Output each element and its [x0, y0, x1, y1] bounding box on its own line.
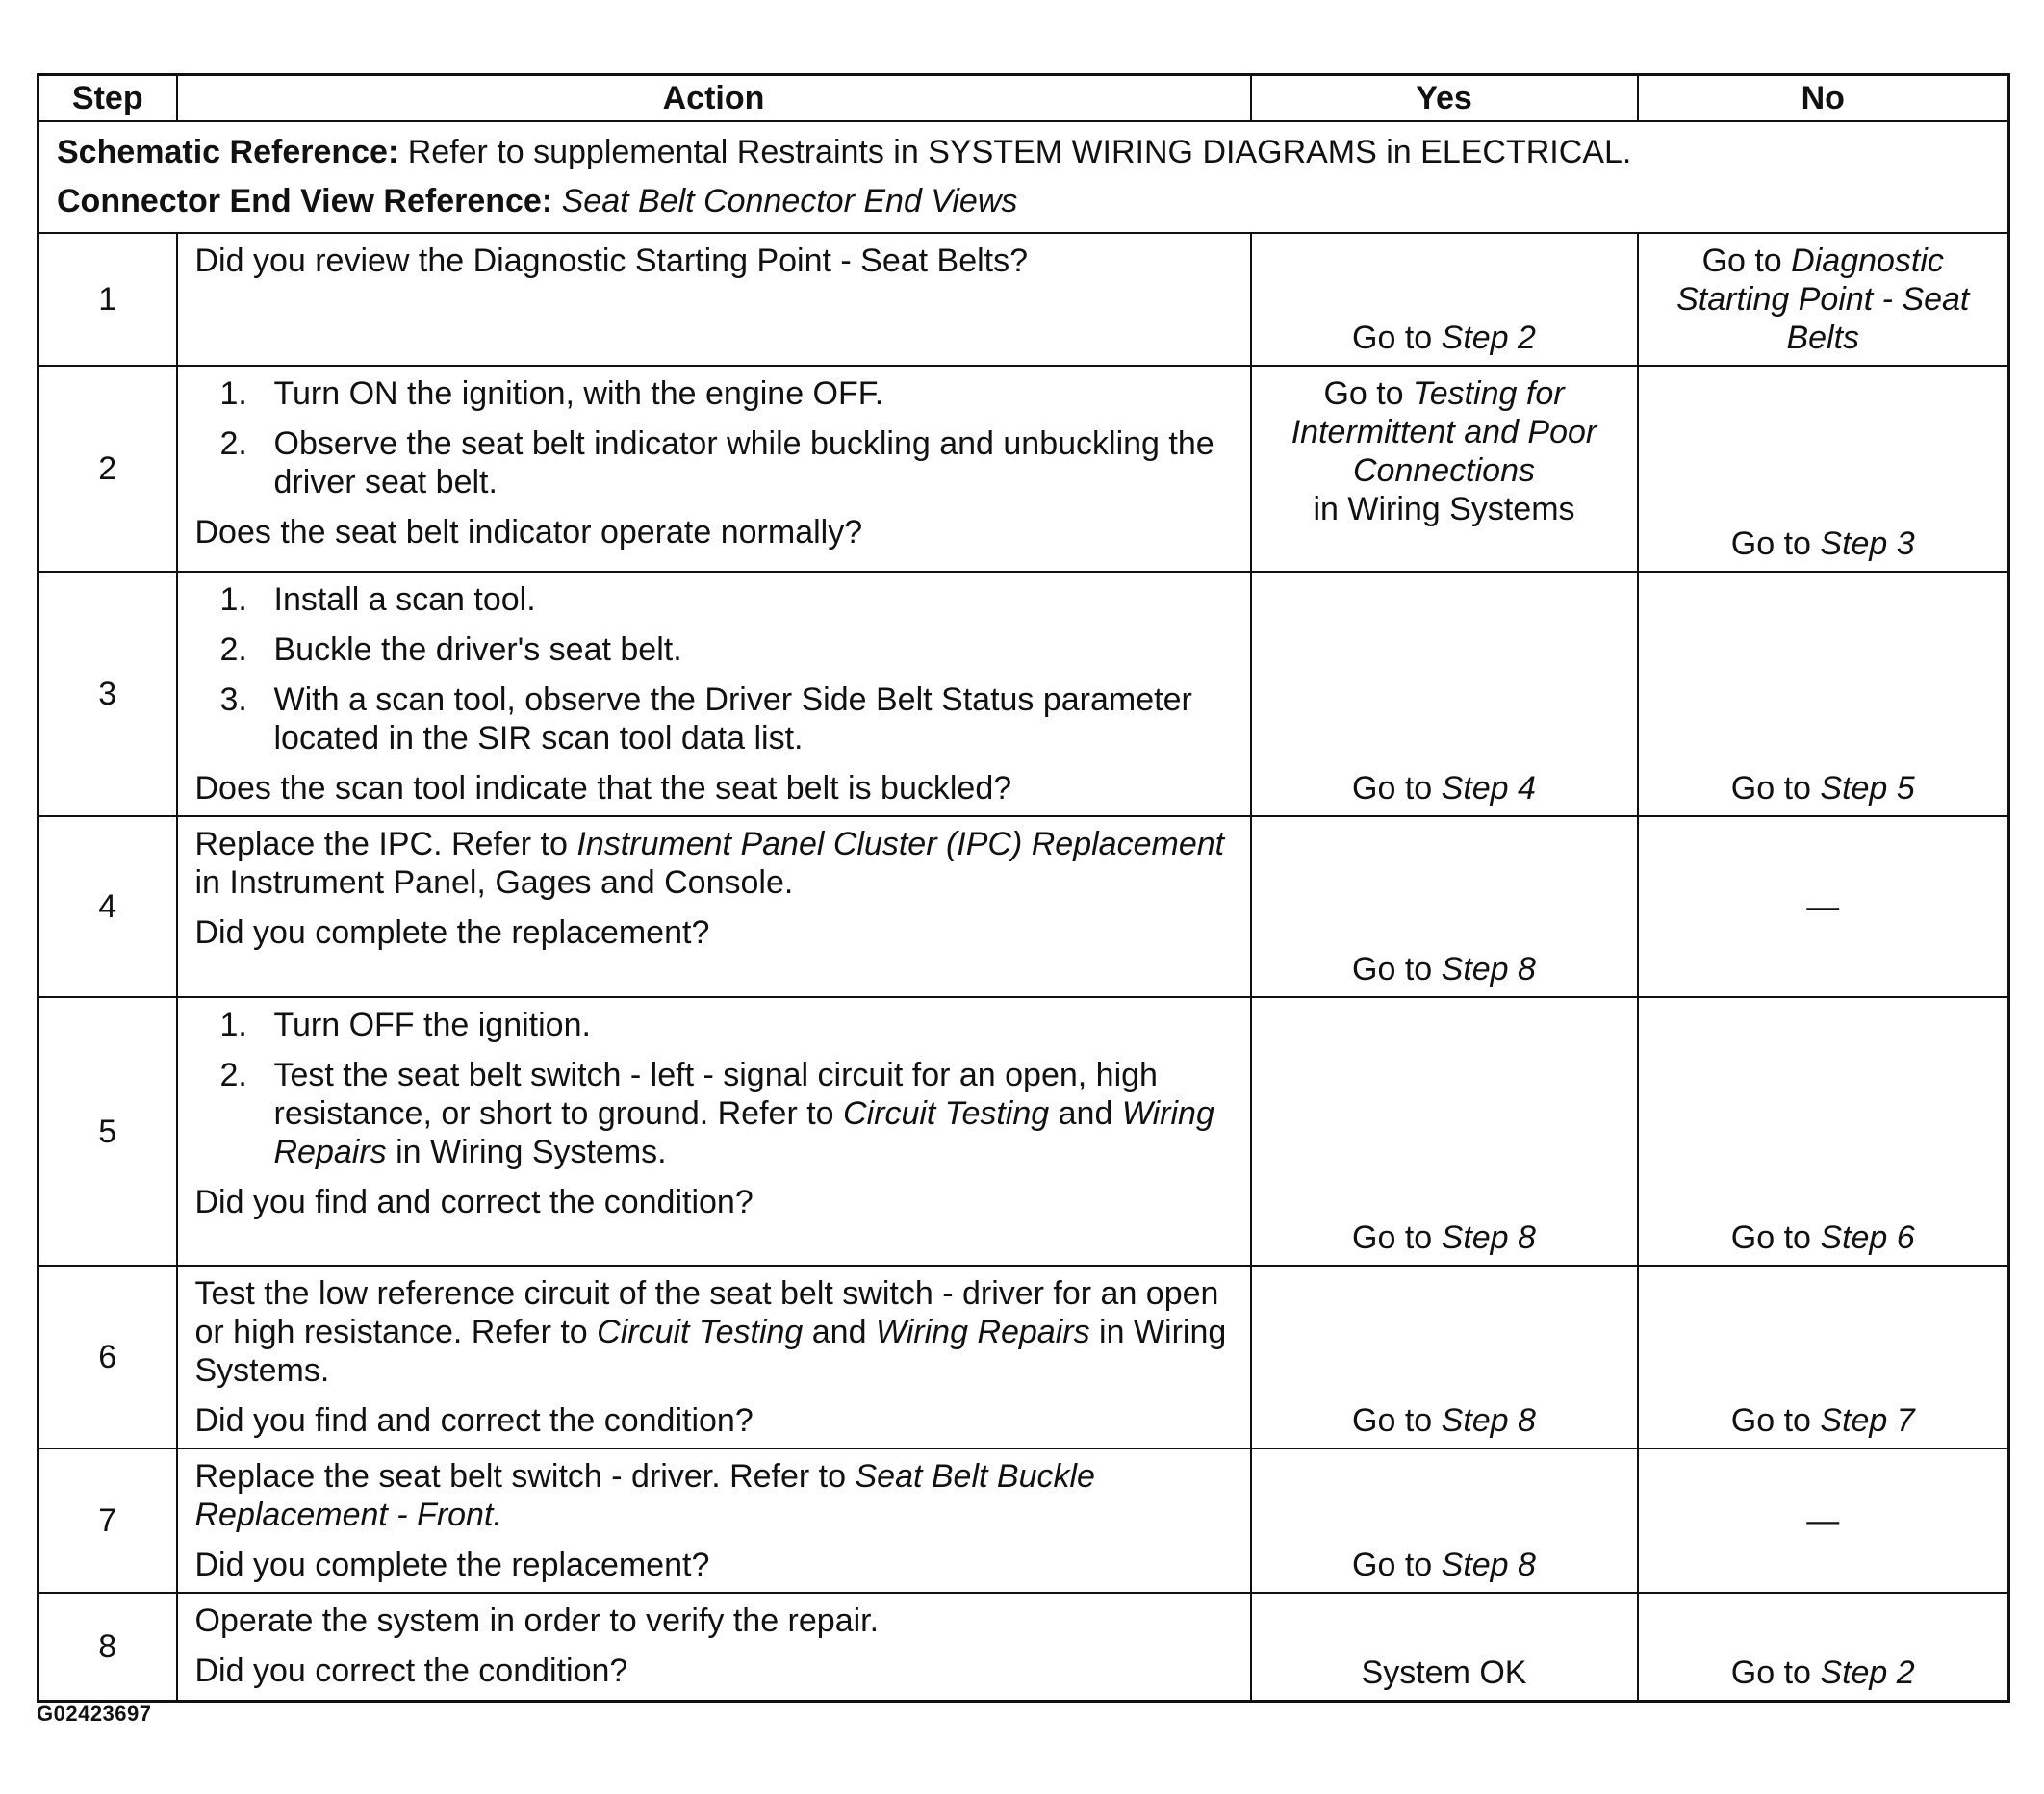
no-link[interactable]: Step 5 — [1820, 770, 1915, 807]
step-yes — [1251, 1448, 1638, 1593]
no-prefix: Go to — [1730, 1402, 1821, 1439]
step-instruction: Test the low reference circuit of the seat belt switch - driver for an open or high resistance. Refer to Circuit Testing and Wiring Repairs in Wiring Systems. — [194, 1275, 1227, 1389]
step-action — [177, 572, 1251, 816]
step-yes — [1251, 572, 1638, 816]
header-step: Step — [38, 75, 177, 122]
yes-prefix: Go to — [1352, 320, 1442, 356]
step-action — [177, 366, 1251, 572]
list-item: 3. With a scan tool, observe the Driver Side Belt Status parameter located in the SIR scan tool data list. — [219, 681, 1192, 756]
no-prefix: Go to — [1730, 1653, 1821, 1691]
instruction-link[interactable]: Seat Belt Buckle Replacement - Front — [194, 1458, 1095, 1533]
step-question: Did you complete the replacement? — [194, 1547, 710, 1583]
yes-link[interactable]: Step 4 — [1441, 770, 1536, 807]
step-instruction: Operate the system in order to verify the repair. — [194, 1602, 880, 1639]
figure-caption: G02423697 — [37, 1702, 152, 1726]
no-prefix: Go to — [1701, 243, 1792, 279]
step-no: — — [1638, 816, 2009, 997]
step-row-2 — [38, 366, 2009, 572]
yes-prefix: Go to — [1352, 951, 1442, 987]
connector-reference — [57, 177, 1990, 226]
no-link[interactable]: Step 6 — [1820, 1219, 1915, 1256]
step-question: Does the scan tool indicate that the seat belt is buckled? — [194, 770, 1012, 807]
step-row-6 — [38, 1266, 2009, 1448]
yes-link[interactable]: Step 8 — [1441, 1219, 1536, 1256]
no-prefix: Go to — [1730, 525, 1821, 562]
step-number: 5 — [38, 997, 177, 1266]
no-prefix: Go to — [1730, 1219, 1821, 1256]
step-number: 2 — [38, 366, 177, 572]
step-action — [177, 1448, 1251, 1593]
step-no — [1638, 997, 2009, 1266]
list-item: 2. Observe the seat belt indicator while buckling and unbuckling the driver seat belt. — [219, 425, 1214, 500]
step-no — [1638, 572, 2009, 816]
schematic-reference-text: Refer to supplemental Restraints in SYSTEM WIRING DIAGRAMS in ELECTRICAL. — [398, 134, 1632, 170]
yes-link[interactable]: Step 8 — [1441, 1547, 1536, 1583]
no-prefix: Go to — [1730, 770, 1821, 807]
step-number: 1 — [38, 233, 177, 366]
step-action — [177, 233, 1251, 366]
step-question: Did you correct the condition? — [194, 1653, 628, 1689]
step-question: Did you review the Diagnostic Starting Point - Seat Belts? — [194, 243, 1029, 279]
instruction-link[interactable]: Wiring Repairs — [273, 1095, 1214, 1170]
step-row-8 — [38, 1593, 2009, 1701]
yes-prefix: Go to — [1352, 770, 1442, 807]
step-number: 6 — [38, 1266, 177, 1448]
step-action — [177, 816, 1251, 997]
header-action: Action — [177, 75, 1251, 122]
yes-link[interactable]: Step 8 — [1441, 1402, 1536, 1439]
yes-link[interactable]: Step 2 — [1441, 320, 1536, 356]
step-yes — [1251, 1266, 1638, 1448]
step-yes — [1251, 233, 1638, 366]
diagnostic-table-sheet — [37, 73, 2007, 1703]
step-question: Did you find and correct the condition? — [194, 1402, 754, 1439]
instruction-link[interactable]: Instrument Panel Cluster (IPC) Replacement — [576, 826, 1225, 862]
no-link[interactable]: Diagnostic Starting Point - Seat Belts — [1676, 243, 1970, 356]
list-item: 1. Turn ON the ignition, with the engine OFF. — [219, 375, 884, 412]
step-yes: System OK — [1251, 1593, 1638, 1701]
step-action — [177, 997, 1251, 1266]
yes-link[interactable]: Step 8 — [1441, 951, 1536, 987]
step-number: 3 — [38, 572, 177, 816]
no-link[interactable]: Step 7 — [1820, 1402, 1915, 1439]
yes-suffix: in Wiring Systems — [1313, 491, 1575, 527]
connector-reference-link: Seat Belt Connector End Views — [561, 183, 1018, 219]
list-item: 2. Buckle the driver's seat belt. — [219, 631, 682, 668]
step-instruction: Replace the IPC. Refer to Instrument Panel Cluster (IPC) Replacement in Instrument Panel, Gages and Console. — [194, 826, 1225, 901]
step-no — [1638, 1593, 2009, 1701]
schematic-reference — [57, 128, 1990, 177]
step-action — [177, 1266, 1251, 1448]
instruction-link[interactable]: Circuit Testing — [597, 1314, 804, 1350]
connector-reference-label: Connector End View Reference: — [57, 183, 553, 219]
step-question: Did you complete the replacement? — [194, 914, 710, 951]
no-link[interactable]: Step 3 — [1820, 525, 1915, 562]
step-row-1 — [38, 233, 2009, 366]
yes-link[interactable]: Testing for Intermittent and Poor Connections — [1290, 375, 1597, 489]
list-item: 1. Install a scan tool. — [219, 581, 536, 618]
list-item: 1. Turn OFF the ignition. — [219, 1007, 591, 1043]
yes-prefix: Go to — [1352, 1402, 1442, 1439]
reference-cell — [38, 121, 2009, 233]
step-number: 4 — [38, 816, 177, 997]
step-question: Did you find and correct the condition? — [194, 1184, 754, 1220]
step-yes — [1251, 366, 1638, 572]
header-yes: Yes — [1251, 75, 1638, 122]
step-action — [177, 1593, 1251, 1701]
step-no — [1638, 233, 2009, 366]
step-number: 7 — [38, 1448, 177, 1593]
instruction-link[interactable]: Circuit Testing — [843, 1095, 1050, 1132]
step-row-3 — [38, 572, 2009, 816]
reference-row — [38, 121, 2009, 233]
step-no — [1638, 1266, 2009, 1448]
yes-prefix: Go to — [1352, 1547, 1442, 1583]
step-instruction: Replace the seat belt switch - driver. Refer to Seat Belt Buckle Replacement - Front. — [194, 1458, 1095, 1533]
step-row-7 — [38, 1448, 2009, 1593]
step-yes — [1251, 816, 1638, 997]
no-link[interactable]: Step 2 — [1820, 1653, 1915, 1691]
step-row-4 — [38, 816, 2009, 997]
header-row — [38, 75, 2009, 122]
step-no — [1638, 366, 2009, 572]
schematic-reference-label: Schematic Reference: — [57, 134, 399, 170]
step-number: 8 — [38, 1593, 177, 1701]
step-question: Does the seat belt indicator operate normally? — [194, 514, 863, 551]
header-no: No — [1638, 75, 2009, 122]
yes-prefix: Go to — [1352, 1219, 1442, 1256]
step-yes — [1251, 997, 1638, 1266]
step-row-5 — [38, 997, 2009, 1266]
step-no: — — [1638, 1448, 2009, 1593]
yes-prefix: Go to — [1323, 375, 1414, 412]
list-item: 2. Test the seat belt switch - left - signal circuit for an open, high resistance, or short to ground. Refer to Circuit Testing and Wiring Repairs in Wiring Systems. — [219, 1057, 1214, 1170]
diagnostic-table — [37, 73, 2010, 1703]
instruction-link[interactable]: Wiring Repairs — [875, 1314, 1090, 1350]
